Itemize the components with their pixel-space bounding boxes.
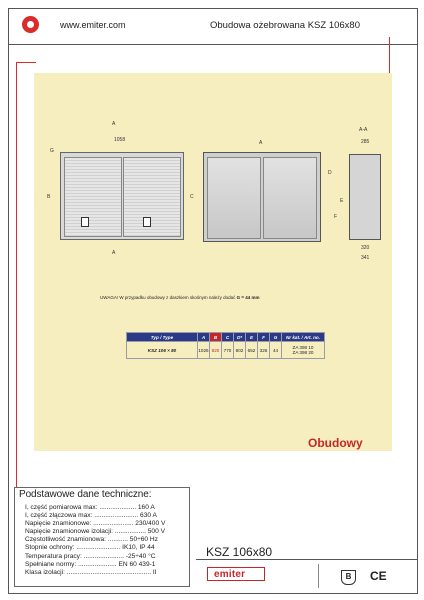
col-c: C xyxy=(222,333,234,342)
cell-d: 802 xyxy=(234,342,246,359)
side-panel-right xyxy=(263,157,317,239)
table-row xyxy=(127,342,325,359)
cell-f: 326 xyxy=(258,342,270,359)
tech-row: Napięcie znamionowe: ...................... 230/400 V xyxy=(25,520,166,528)
cell-c: 770 xyxy=(222,342,234,359)
cell-art xyxy=(282,342,325,359)
category-label: Obudowy xyxy=(308,436,363,450)
tech-data-list xyxy=(25,504,185,577)
header-url[interactable]: www.emiter.com xyxy=(60,20,126,30)
col-art: Nr kat. / Art. no. xyxy=(282,333,325,342)
tech-row: I, część pomiarowa max: .................... 160 A xyxy=(25,504,155,511)
side-height-label: C xyxy=(190,194,194,200)
front-section-top-label: A xyxy=(112,121,116,127)
page-title: Obudowa ożebrowana KSZ 106x80 xyxy=(210,20,360,31)
col-f: F xyxy=(258,333,270,342)
front-door-left xyxy=(64,157,122,237)
lock-icon xyxy=(81,217,89,227)
footer-divider xyxy=(318,564,319,588)
col-b: B xyxy=(210,333,222,342)
left-red-guide xyxy=(16,62,17,544)
model-divider xyxy=(196,559,418,560)
front-section-bottom-label: A xyxy=(112,250,116,256)
col-type: Typ / Type xyxy=(127,333,198,342)
tech-row: Klasa izolacji: .............................................. II xyxy=(25,568,157,576)
header-divider xyxy=(8,44,418,45)
front-door-right xyxy=(123,157,181,237)
tech-row: Stopnie ochrony: ........................ IK10, IP 44 xyxy=(25,544,155,552)
emiter-logo-icon xyxy=(22,16,39,33)
side-panel-left xyxy=(207,157,261,239)
art-no-1: ZA 398 10 xyxy=(292,345,314,350)
col-e: E xyxy=(246,333,258,342)
section-depth-top: 285 xyxy=(361,139,370,145)
cell-g: 44 xyxy=(270,342,282,359)
drawing-area xyxy=(34,73,392,451)
brand-logo: emiter xyxy=(214,569,246,580)
section-f-label: F xyxy=(334,214,338,220)
section-d-label: D xyxy=(328,170,332,176)
installation-note: UWAGA! W przypadku obudowy z daszkiem skośnym należy dodać G = 44 mm xyxy=(100,295,260,300)
spec-table xyxy=(126,332,325,359)
cell-type: KSZ 106 × 80 xyxy=(127,342,198,359)
cell-a: 1026 xyxy=(198,342,210,359)
lock-icon xyxy=(143,217,151,227)
front-width-label: 1058 xyxy=(114,137,126,143)
col-d: D* xyxy=(234,333,246,342)
front-height-label: B xyxy=(47,194,51,200)
tech-data-title: Podstawowe dane techniczne: xyxy=(19,489,152,500)
side-width-label: A xyxy=(259,140,263,146)
cabinet-side-view xyxy=(203,152,321,242)
art-no-2: ZA 398 20 xyxy=(292,350,314,355)
tech-row: I, część złączowa max: ........................ 630 A xyxy=(25,512,157,520)
ce-mark-icon: CE xyxy=(370,569,387,583)
tech-row: Spełniane normy: ..................... EN 60 439-1 xyxy=(25,560,156,568)
section-depth-bottom: 320 xyxy=(361,245,370,251)
front-g-label: G xyxy=(50,148,54,154)
model-name: KSZ 106x80 xyxy=(206,545,273,559)
cabinet-section-view xyxy=(349,154,381,240)
tech-row: Napięcie znamionowe izolacji: ................. 500 V xyxy=(25,528,165,536)
safety-b-icon: B xyxy=(341,570,356,585)
col-g: G xyxy=(270,333,282,342)
tech-row: Częstotliwość znamionowa: ........... 50÷60 Hz xyxy=(25,536,158,544)
col-a: A xyxy=(198,333,210,342)
top-red-guide xyxy=(16,62,36,63)
section-title: A-A xyxy=(359,127,368,133)
cell-b: 820 xyxy=(210,342,222,359)
section-depth-total: 341 xyxy=(361,255,370,261)
section-e-label: E xyxy=(340,198,344,204)
cell-e: 652 xyxy=(246,342,258,359)
tech-data-box xyxy=(14,487,190,587)
tech-row: Temperatura pracy: ...................... -25÷40 °C xyxy=(25,552,156,560)
cabinet-front-view xyxy=(60,152,184,240)
